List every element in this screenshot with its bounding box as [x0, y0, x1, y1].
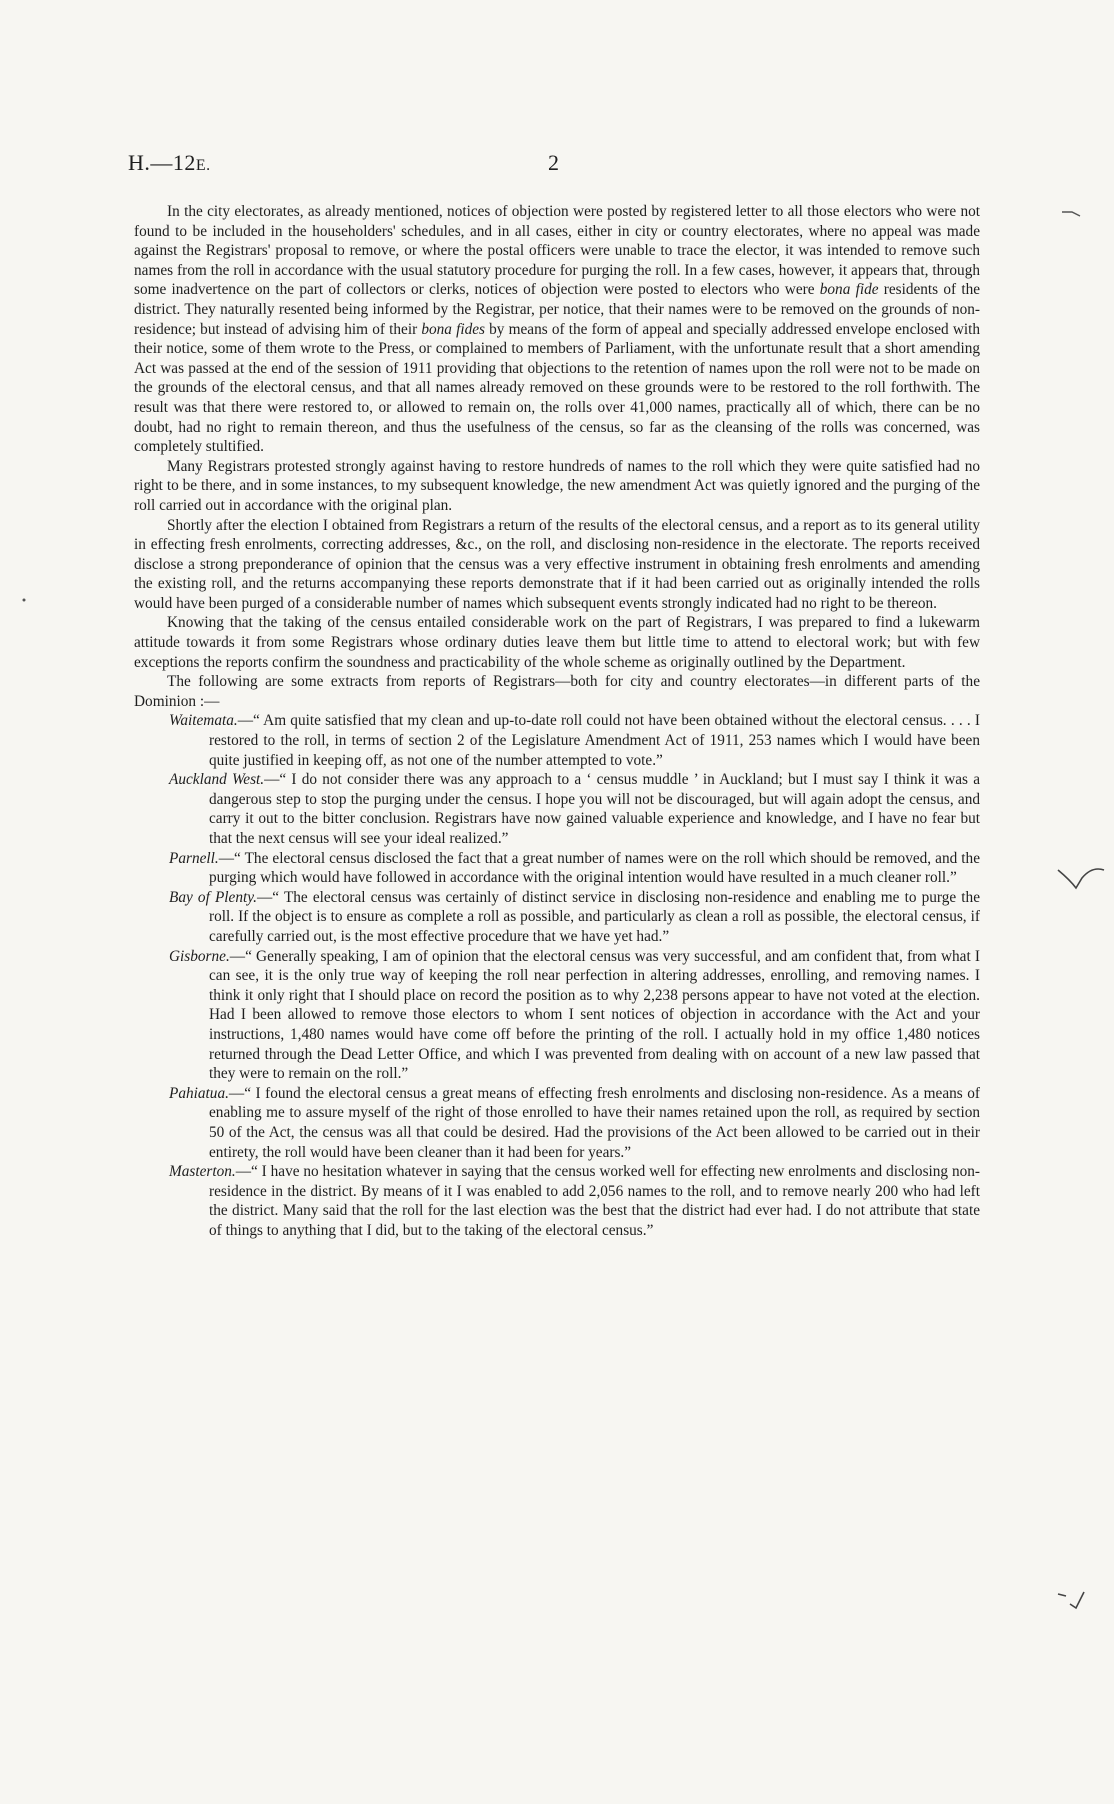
paragraph-1-italic-b: bona fide	[819, 281, 879, 299]
extract-masterton	[134, 1162, 980, 1240]
extract-auckland-west	[134, 770, 980, 848]
paragraph-4: Knowing that the taking of the census entailed considerable work on the part of Registrars, I was prepared to find a lukewarm attitude towards it from some Registrars whose ordinary duties leave them but little time to attend to electoral work; but with few exceptions the reports confirm the soundness and practicability of the whole scheme as originally outlined by the Department.	[134, 614, 980, 671]
extract-bay-of-plenty	[134, 888, 980, 947]
paragraph-5: The following are some extracts from reports of Registrars—both for city and country electorates—in different parts of the Dominion :—	[134, 673, 980, 710]
paragraph-1-italic-d: bona fides	[421, 320, 485, 338]
extract-place: Masterton.	[169, 1163, 236, 1181]
paragraph-1-text-c: residents of the district. They naturally resented being informed by the Registrar, per notice, that their names were to be removed on the grounds of non-residence; but instead of advising him of their	[134, 281, 981, 338]
paragraph-2: Many Registrars protested strongly against having to restore hundreds of names to the roll which they were quite satisfied had no right to be there, and in some instances, to my subsequent knowledge, the new amendment Act was quietly ignored and the purging of the roll carried out in accordance with the original plan.	[134, 457, 980, 514]
paragraph-1-text-e: by means of the form of appeal and specially addressed envelope enclosed with their notice, some of them wrote to the Press, or complained to members of Parliament, with the unfortunate result that a short amending Act was passed at the end of the session of 1911 providing that objections to the retention of names upon the roll were not to be made on the grounds of the electoral census, and that all names already removed on these grounds were to be restored to the roll forthwith. The result was that there were restored to, or allowed to remain on, the rolls over 41,000 names, practically all of which, there can be no doubt, had no right to remain thereon, and thus the usefulness of the census, so far as the cleansing of the rolls was concerned, was completely stultified.	[134, 320, 981, 456]
pencil-tick-middle-icon	[1058, 869, 1104, 888]
document-reference	[128, 150, 211, 176]
extract-place: Gisborne.	[169, 947, 230, 965]
extract-text: —“ The electoral census disclosed the fact that a great number of names were on the roll which should be removed, and the purging which would have followed in accordance with the original intention would have resulted in a much cleaner roll.”	[209, 849, 980, 887]
extract-text: —“ I do not consider there was any approach to a ‘ census muddle ’ in Auckland; but I must say I think it was a dangerous step to stop the purging under the census. I hope you will not be discouraged, but will again adopt the census, and carry it out to the bitter conclusion. Registrars have now gained valuable experience and knowledge, and I have no fear but that the next census will see your ideal realized.”	[209, 771, 980, 847]
page-header	[128, 150, 978, 178]
extract-text: —“ Am quite satisfied that my clean and up-to-date roll could not have been obtained without the electoral census. . . . I restored to the roll, in terms of section 2 of the Legislature Amendment Act of 1911, 253 names which I would have been quite justified in keeping off, as not one of the number attempted to vote.”	[209, 712, 980, 769]
extract-parnell	[134, 849, 980, 888]
extract-waitemata	[134, 711, 980, 770]
page-number: 2	[548, 150, 559, 175]
extract-place: Auckland West.	[169, 771, 265, 789]
extract-pahiatua	[134, 1084, 980, 1162]
extract-place: Bay of Plenty.	[169, 888, 257, 906]
extract-place: Parnell.	[169, 849, 219, 867]
document-reference-suffix: E.	[195, 157, 211, 174]
extract-text: —“ I found the electoral census a great means of effecting fresh enrolments and disclosing non-residence. As a means of enabling me to assure myself of the right of those enrolled to have their names retained upon the roll, as required by section 50 of the Act, the census was all that could be desired. Had the provisions of the Act been allowed to be carried out in their entirety, the roll would have been cleaner than it had been for years.”	[209, 1084, 980, 1161]
extract-place: Pahiatua.	[169, 1084, 229, 1102]
document-reference-main: H.—12	[128, 150, 196, 175]
extract-text: —“ The electoral census was certainly of distinct service in disclosing non-residence and enabling me to purge the roll. If the object is to ensure as complete a roll as possible, and particularly as clean a roll as possible, the electoral census, if carefully carried out, is the most effective procedure that we have yet had.”	[209, 888, 980, 945]
paragraph-3: Shortly after the election I obtained from Registrars a return of the results of the electoral census, and a report as to its general utility in effecting fresh enrolments, correcting addresses, &c., on the roll, and disclosing non-residence in the electorate. The reports received disclose a strong preponderance of opinion that the census was a very effective instrument in obtaining fresh enrolments and amending the existing roll, and the returns accompanying these reports demonstrate that if it had been carried out as originally intended the rolls would have been purged of a considerable number of names which subsequent events strongly indicated had no right to be thereon.	[134, 516, 980, 612]
extract-text: —“ Generally speaking, I am of opinion that the electoral census was very successful, and am confident that, from what I can see, it is the only true way of keeping the roll near perfection in altering addresses, enrolling, and removing names. I think it only right that I should place on record the position as to why 2,238 persons appear to have not voted at the election. Had I been allowed to remove those electors to whom I sent notices of objection in accordance with the Act and your instructions, 1,480 names would have come off before the printing of the roll. I actually hold in my office 1,480 notices returned through the Dead Letter Office, and which I was prevented from dealing with on account of a new law passed that they were to remain on the roll.”	[209, 947, 980, 1083]
pencil-tick-bottom-icon	[1058, 1592, 1084, 1608]
pencil-tick-top-icon	[1062, 212, 1080, 216]
extract-text: —“ I have no hesitation whatever in saying that the census worked well for effecting new enrolments and disclosing non-residence in the district. By means of it I was enabled to add 2,056 names to the roll, and to remove nearly 200 who had left the district. Many said that the roll for the last election was the best that the district had ever had. I do not attribute that state of things to anything that I did, but to the taking of the electoral census.”	[209, 1163, 980, 1239]
margin-dot-icon	[23, 599, 26, 602]
extract-place: Waitemata.	[169, 712, 238, 730]
paragraph-1	[134, 202, 980, 457]
paragraph-1-text-a: In the city electorates, as already mentioned, notices of objection were posted by registered letter to all those electors who were not found to be included in the householders' schedules, and in all cases, either in city or country electorates, where no appeal was made against the Registrars' proposal to remove, or where the postal officers were unable to trace the elector, it was intended to remove such names from the roll in accordance with the usual statutory procedure for purging the roll. In a few cases, however, it appears that, through some inadvertence on the part of collectors or clerks, notices of objection were posted to electors who were	[134, 203, 980, 299]
extract-gisborne	[134, 947, 980, 1084]
document-body	[134, 202, 980, 1240]
